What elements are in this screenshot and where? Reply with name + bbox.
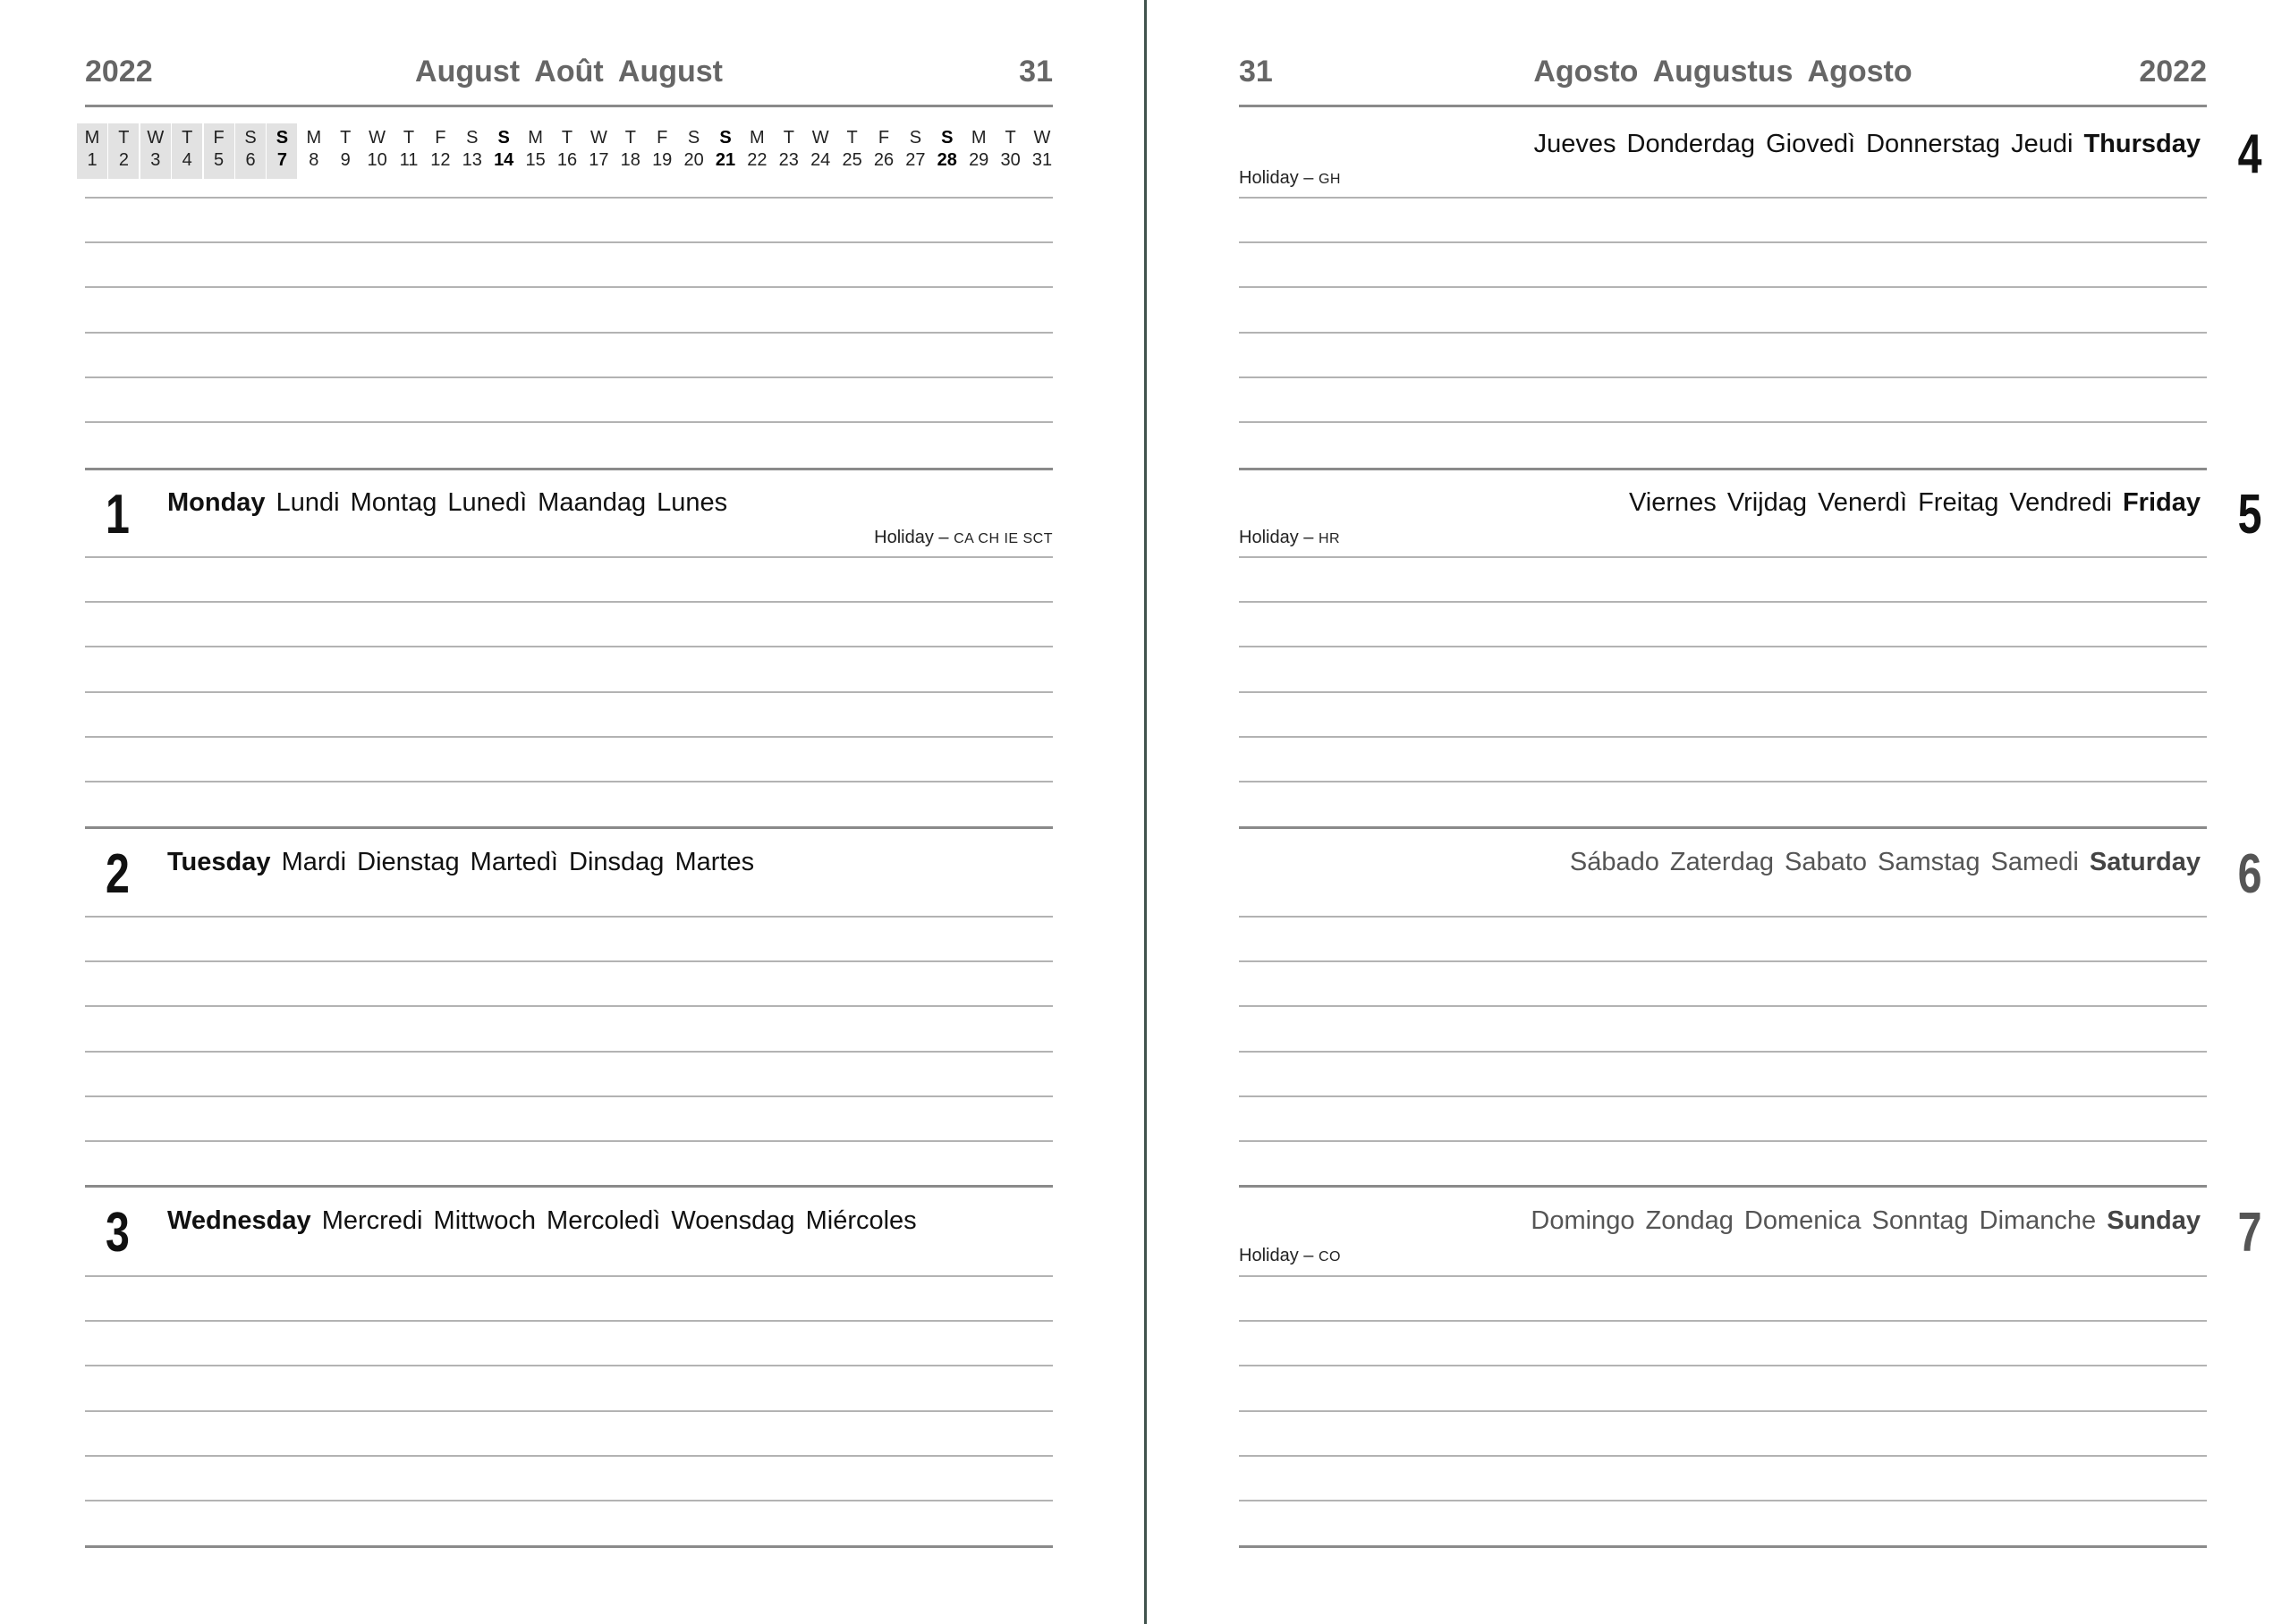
writing-line xyxy=(1239,556,2207,558)
holiday-note xyxy=(1239,1245,1341,1268)
day-name xyxy=(1570,846,2201,878)
writing-line xyxy=(1239,1455,2207,1457)
mini-calendar-weekday: F xyxy=(657,128,668,148)
mini-calendar-weekday: T xyxy=(1005,128,1016,148)
mini-calendar-weekday: W xyxy=(811,128,829,148)
mini-calendar-weekday: T xyxy=(846,128,858,148)
writing-line xyxy=(1239,916,2207,918)
header-rule xyxy=(85,105,1053,107)
mini-calendar-date: 15 xyxy=(525,150,546,170)
writing-line xyxy=(1239,241,2207,243)
mini-calendar-day xyxy=(235,123,266,179)
writing-line xyxy=(1239,601,2207,603)
mini-calendar-weekday: S xyxy=(909,128,922,148)
writing-line xyxy=(85,1410,1053,1412)
mini-calendar-weekday: W xyxy=(589,128,607,148)
writing-line xyxy=(85,421,1053,423)
mini-calendar-weekday: M xyxy=(528,128,543,148)
day-separator xyxy=(85,468,1053,470)
mini-calendar-day xyxy=(108,123,139,179)
header-year: 2022 xyxy=(2139,55,2207,89)
writing-line xyxy=(1239,736,2207,738)
mini-calendar-date: 21 xyxy=(715,150,736,170)
writing-line xyxy=(1239,1410,2207,1412)
mini-calendar-weekday: T xyxy=(783,128,794,148)
writing-line xyxy=(1239,1275,2207,1277)
day-number: 5 xyxy=(2237,484,2261,546)
holiday-label: Holiday – xyxy=(874,528,949,547)
header-week-number: 31 xyxy=(1019,55,1053,89)
right-page-header xyxy=(1239,54,2207,107)
writing-line xyxy=(1239,1500,2207,1501)
day-name-bold: Thursday xyxy=(2083,130,2201,158)
header-month-title: Agosto Augustus Agosto xyxy=(1533,55,1913,89)
writing-line xyxy=(1239,286,2207,288)
mini-calendar-date: 1 xyxy=(87,150,98,170)
mini-calendar-day xyxy=(963,123,994,179)
writing-line xyxy=(85,916,1053,918)
holiday-codes: GH xyxy=(1318,172,1341,187)
writing-line xyxy=(1239,376,2207,378)
mini-calendar-day xyxy=(394,123,424,179)
day-name-bold: Saturday xyxy=(2089,848,2201,876)
writing-line xyxy=(85,960,1053,962)
mini-calendar-day xyxy=(615,123,646,179)
writing-line xyxy=(1239,1095,2207,1097)
day-number: 3 xyxy=(106,1202,130,1264)
day-name-bold: Wednesday xyxy=(167,1206,311,1235)
writing-line xyxy=(85,1275,1053,1277)
writing-line xyxy=(1239,421,2207,423)
mini-calendar-weekday: S xyxy=(941,128,954,148)
writing-line xyxy=(85,286,1053,288)
writing-line xyxy=(85,376,1053,378)
day-name xyxy=(1531,1205,2201,1237)
writing-line xyxy=(85,556,1053,558)
day-separator xyxy=(1239,1545,2207,1548)
mini-calendar-date: 4 xyxy=(182,150,192,170)
writing-line xyxy=(1239,1005,2207,1007)
day-number: 2 xyxy=(106,843,130,905)
day-name-translations: Viernes Vrijdag Venerdì Freitag Vendredi xyxy=(1628,488,2112,517)
day-separator xyxy=(85,826,1053,829)
mini-calendar-date: 19 xyxy=(652,150,673,170)
day-separator xyxy=(1239,1185,2207,1188)
holiday-note xyxy=(1239,167,1341,190)
mini-calendar-day xyxy=(805,123,835,179)
day-name-translations: Mercredi Mittwoch Mercoledì Woensdag Miércoles xyxy=(321,1206,917,1235)
mini-calendar-date: 31 xyxy=(1031,150,1053,170)
mini-calendar-day xyxy=(583,123,614,179)
day-name-translations: Mardi Dienstag Martedì Dinsdag Martes xyxy=(281,848,755,876)
mini-calendar-date: 17 xyxy=(589,150,609,170)
writing-line xyxy=(85,1500,1053,1501)
mini-calendar-date: 24 xyxy=(810,150,831,170)
mini-calendar-day xyxy=(77,123,107,179)
day-number: 7 xyxy=(2237,1202,2261,1264)
writing-line xyxy=(85,736,1053,738)
mini-calendar-day xyxy=(647,123,677,179)
mini-calendar-weekday: S xyxy=(719,128,732,148)
mini-calendar-day xyxy=(900,123,930,179)
day-name-bold: Sunday xyxy=(2107,1206,2201,1235)
holiday-codes: CO xyxy=(1318,1249,1341,1265)
mini-calendar-weekday: T xyxy=(118,128,130,148)
mini-calendar-date: 29 xyxy=(969,150,989,170)
writing-line xyxy=(85,197,1053,199)
writing-line xyxy=(85,646,1053,647)
mini-calendar-date: 22 xyxy=(747,150,768,170)
mini-calendar-day xyxy=(362,123,393,179)
header-week-number: 31 xyxy=(1239,55,1273,89)
day-separator xyxy=(85,1545,1053,1548)
holiday-note xyxy=(874,527,1053,550)
day-number: 1 xyxy=(106,484,130,546)
writing-line xyxy=(1239,197,2207,199)
mini-calendar-day xyxy=(299,123,329,179)
writing-line xyxy=(85,1455,1053,1457)
mini-calendar-date: 11 xyxy=(399,150,419,170)
mini-calendar-weekday: W xyxy=(1033,128,1051,148)
mini-calendar-date: 7 xyxy=(276,150,287,170)
mini-calendar-weekday: M xyxy=(971,128,987,148)
mini-calendar-day xyxy=(140,123,171,179)
day-name-bold: Monday xyxy=(167,488,266,517)
mini-calendar-date: 26 xyxy=(873,150,895,170)
mini-calendar-day xyxy=(742,123,772,179)
mini-calendar-weekday: F xyxy=(213,128,225,148)
mini-calendar-weekday: T xyxy=(624,128,636,148)
mini-calendar-weekday: S xyxy=(466,128,479,148)
day-name-translations: Lundi Montag Lunedì Maandag Lunes xyxy=(276,488,728,517)
writing-line xyxy=(85,1320,1053,1322)
right-page xyxy=(1147,0,2283,1624)
mini-calendar-date: 13 xyxy=(462,150,482,170)
mini-calendar-weekday: S xyxy=(244,128,257,148)
mini-calendar-date: 10 xyxy=(367,150,387,170)
writing-line xyxy=(1239,1365,2207,1366)
writing-line xyxy=(85,332,1053,334)
mini-calendar-date: 30 xyxy=(1000,150,1021,170)
writing-line xyxy=(1239,1320,2207,1322)
mini-calendar-date: 9 xyxy=(340,150,351,170)
writing-line xyxy=(85,1095,1053,1097)
writing-line xyxy=(1239,1140,2207,1142)
holiday-codes: CA CH IE SCT xyxy=(954,531,1053,546)
writing-line xyxy=(85,1051,1053,1053)
mini-calendar-weekday: W xyxy=(369,128,386,148)
mini-calendar-date: 8 xyxy=(309,150,319,170)
mini-calendar-day xyxy=(330,123,360,179)
day-separator xyxy=(1239,826,2207,829)
mini-calendar-weekday: F xyxy=(878,128,890,148)
mini-calendar-day xyxy=(710,123,741,179)
day-name-bold: Friday xyxy=(2122,488,2201,517)
mini-calendar-weekday: T xyxy=(340,128,352,148)
writing-line xyxy=(1239,646,2207,647)
holiday-label: Holiday – xyxy=(1239,1246,1314,1265)
day-number: 6 xyxy=(2237,843,2261,905)
mini-calendar-weekday: M xyxy=(306,128,322,148)
mini-calendar-weekday: M xyxy=(84,128,100,148)
mini-calendar-date: 20 xyxy=(683,150,704,170)
mini-calendar-day xyxy=(267,123,297,179)
writing-line xyxy=(1239,1051,2207,1053)
mini-calendar-day xyxy=(552,123,582,179)
mini-calendar-day xyxy=(521,123,551,179)
writing-line xyxy=(1239,332,2207,334)
mini-calendar-day xyxy=(488,123,519,179)
mini-calendar-day xyxy=(172,123,202,179)
mini-calendar-day xyxy=(1027,123,1057,179)
header-year: 2022 xyxy=(85,55,153,89)
writing-line xyxy=(85,241,1053,243)
left-page xyxy=(0,0,1136,1624)
mini-calendar-weekday: S xyxy=(497,128,510,148)
mini-calendar-day xyxy=(425,123,455,179)
mini-calendar-weekday: T xyxy=(182,128,193,148)
mini-calendar-day xyxy=(869,123,899,179)
mini-calendar-day xyxy=(774,123,804,179)
mini-calendar-weekday: T xyxy=(403,128,415,148)
day-number: 4 xyxy=(2237,123,2261,185)
day-name xyxy=(1534,128,2201,160)
writing-line xyxy=(85,601,1053,603)
mini-calendar-weekday: F xyxy=(435,128,446,148)
mini-calendar-weekday: S xyxy=(687,128,700,148)
writing-line xyxy=(1239,691,2207,693)
mini-calendar-date: 12 xyxy=(430,150,451,170)
day-separator xyxy=(85,1185,1053,1188)
day-name xyxy=(167,1205,917,1237)
left-page-header xyxy=(85,54,1053,107)
writing-line xyxy=(85,1140,1053,1142)
header-month-title: August Août August xyxy=(415,55,723,89)
holiday-note xyxy=(1239,527,1340,550)
mini-calendar-day xyxy=(204,123,234,179)
mini-calendar-date: 3 xyxy=(150,150,161,170)
day-name-translations: Sábado Zaterdag Sabato Samstag Samedi xyxy=(1569,848,2079,876)
writing-line xyxy=(1239,781,2207,782)
holiday-codes: HR xyxy=(1318,531,1341,546)
mini-calendar-day xyxy=(457,123,488,179)
mini-calendar-date: 27 xyxy=(905,150,926,170)
writing-line xyxy=(85,1365,1053,1366)
holiday-label: Holiday – xyxy=(1239,528,1314,547)
mini-calendar-weekday: M xyxy=(750,128,765,148)
mini-calendar-day xyxy=(932,123,963,179)
day-separator xyxy=(1239,468,2207,470)
mini-calendar-date: 14 xyxy=(494,150,514,170)
mini-calendar-date: 25 xyxy=(842,150,862,170)
mini-calendar-day xyxy=(996,123,1026,179)
mini-calendar-day xyxy=(837,123,868,179)
mini-calendar-date: 16 xyxy=(556,150,578,170)
mini-calendar-weekday: S xyxy=(276,128,289,148)
writing-line xyxy=(85,1005,1053,1007)
day-name xyxy=(1629,486,2201,519)
writing-line xyxy=(1239,960,2207,962)
mini-calendar-date: 5 xyxy=(214,150,225,170)
mini-calendar-date: 28 xyxy=(937,150,957,170)
day-name-bold: Tuesday xyxy=(167,848,271,876)
day-name xyxy=(167,846,754,878)
writing-line xyxy=(85,781,1053,782)
mini-calendar-day xyxy=(679,123,709,179)
header-rule xyxy=(1239,105,2207,107)
day-name-translations: Jueves Donderdag Giovedì Donnerstag Jeudi xyxy=(1533,130,2074,158)
mini-calendar-date: 6 xyxy=(245,150,256,170)
day-name-translations: Domingo Zondag Domenica Sonntag Dimanche xyxy=(1531,1206,2097,1235)
holiday-label: Holiday – xyxy=(1239,168,1314,188)
mini-calendar-date: 23 xyxy=(778,150,799,170)
mini-calendar-weekday: T xyxy=(561,128,573,148)
mini-calendar-weekday: W xyxy=(147,128,165,148)
mini-calendar-date: 18 xyxy=(620,150,640,170)
mini-calendar-date: 2 xyxy=(118,150,129,170)
writing-line xyxy=(85,691,1053,693)
day-name xyxy=(167,486,727,519)
